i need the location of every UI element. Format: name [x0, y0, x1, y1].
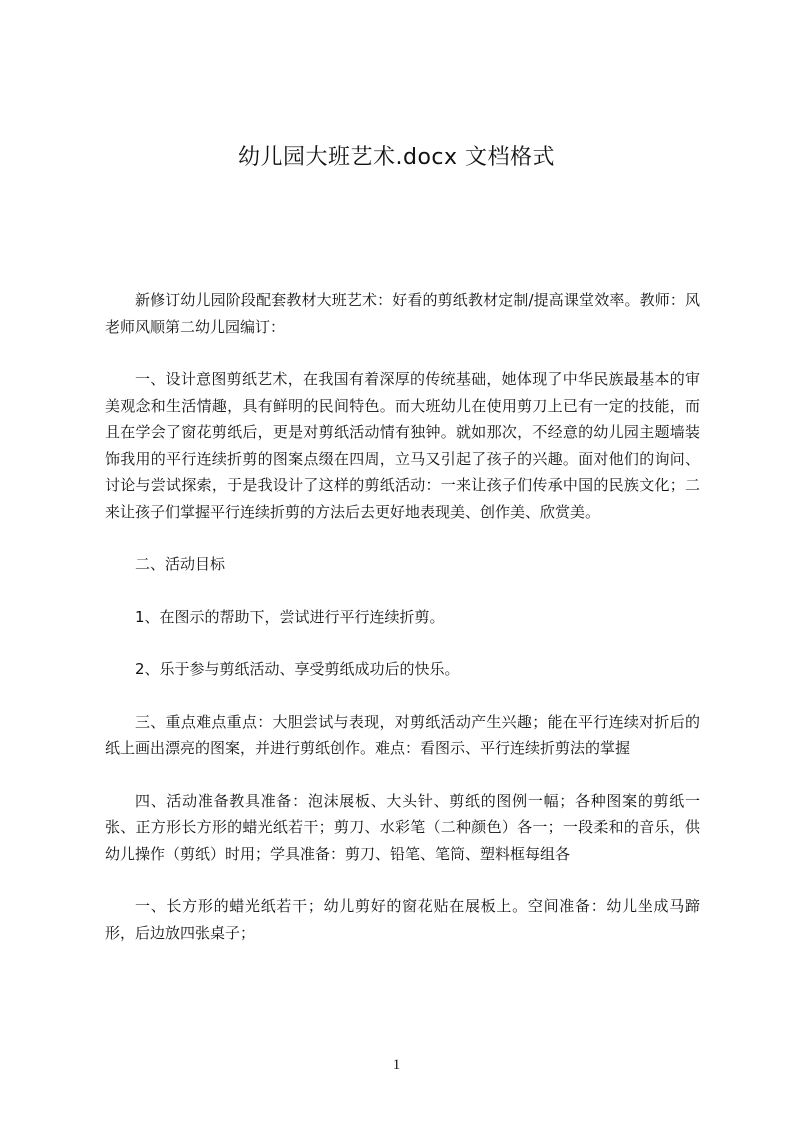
- key-points-paragraph: 三、重点难点重点：大胆尝试与表现，对剪纸活动产生兴趣；能在平行连续对折后的纸上画出漂亮的图案，并进行剪纸创作。难点：看图示、平行连续折剪法的掌握: [105, 712, 700, 757]
- paragraph-spacer: [105, 762, 700, 788]
- design-intent-paragraph: 一、设计意图剪纸艺术，在我国有着深厚的传统基础，她体现了中华民族最基本的审美观念和生活情趣，具有鲜明的民间特色。而大班幼儿在使用剪刀上已有一定的技能，而且在学会了窗花剪纸后，更是对剪纸活动情有独钟。就如那次，不经意的幼儿园主题墙装饰我用的平行连续折剪的图案点缀在四周，立马又引起了孩子的兴趣。面对他们的询问、讨论与尝试探索，于是我设计了这样的剪纸活动：一来让孩子们传承中国的民族文化；二来让孩子们掌握平行连续折剪的方法后去更好地表现美、创作美、欣赏美。: [105, 370, 700, 521]
- paragraph-spacer: [105, 578, 700, 604]
- paragraph-spacer: [105, 525, 700, 551]
- paragraph-spacer: [105, 630, 700, 656]
- paragraph-spacer: [105, 867, 700, 893]
- goal-item-1: 1、在图示的帮助下，尝试进行平行连续折剪。: [135, 607, 445, 626]
- document-title: 幼儿园大班艺术.docx 文档格式: [237, 145, 556, 170]
- document-body: [105, 287, 700, 946]
- intro-paragraph: 新修订幼儿园阶段配套教材大班艺术：好看的剪纸教材定制/提高课堂效率。教师：风老师风顺第二幼儿园编订：: [105, 291, 700, 336]
- paragraph-spacer: [105, 683, 700, 709]
- materials-paragraph: 一、长方形的蜡光纸若干；幼儿剪好的窗花贴在展板上。空间准备：幼儿坐成马蹄形，后边放四张桌子；: [105, 897, 700, 942]
- page-number: 1: [392, 1057, 401, 1073]
- preparation-paragraph: 四、活动准备教具准备：泡沫展板、大头针、剪纸的图例一幅；各种图案的剪纸一张、正方形长方形的蜡光纸若干；剪刀、水彩笔（二种颜色）各一；一段柔和的音乐，供幼儿操作（剪纸）时用；学具准备：剪刀、铅笔、笔筒、塑料框每组各: [105, 791, 700, 863]
- goals-heading: 二、活动目标: [135, 555, 226, 573]
- paragraph-spacer: [105, 340, 700, 366]
- goal-item-2: 2、乐于参与剪纸活动、享受剪纸成功后的快乐。: [135, 660, 460, 678]
